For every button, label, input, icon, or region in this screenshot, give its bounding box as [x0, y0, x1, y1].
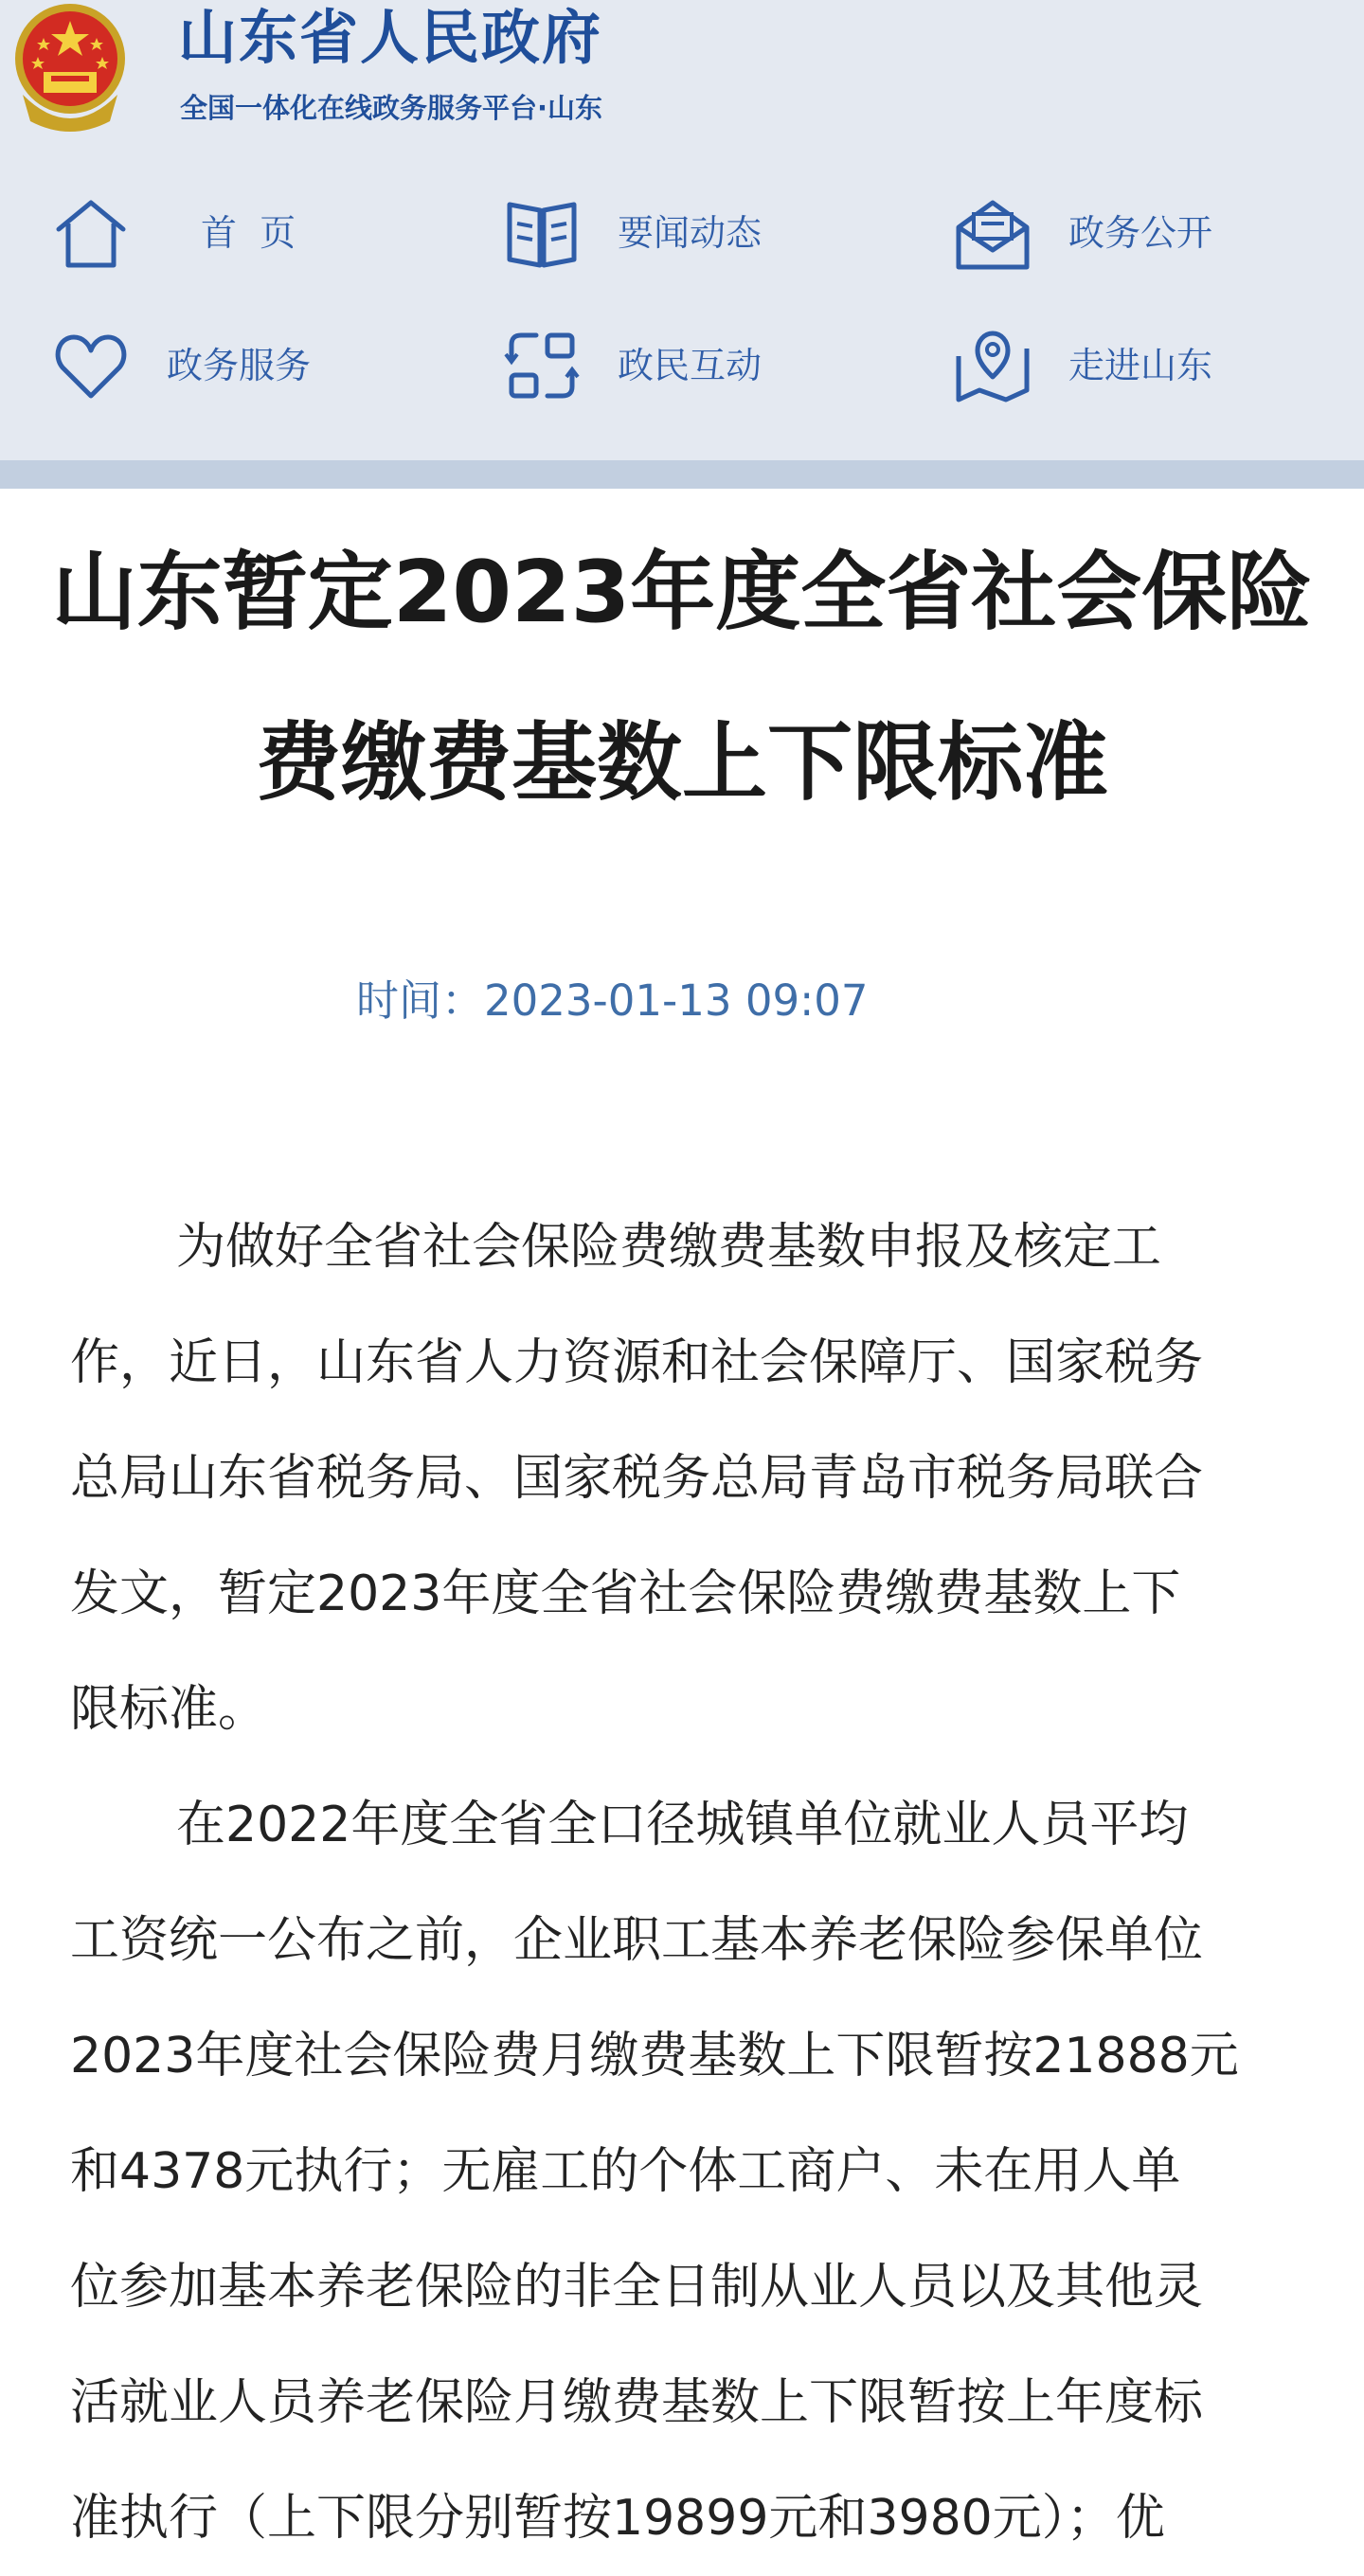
article-paragraph-2 — [70, 1767, 1301, 2576]
nav-label-news: 要闻动态 — [618, 212, 763, 254]
paragraph-line: 2023年度社会保险费月缴费基数上下限暂按21888元 — [70, 2028, 1239, 2084]
site-header — [0, 0, 1364, 460]
open-envelope-icon — [955, 195, 1031, 271]
nav-label-interaction: 政民互动 — [618, 345, 763, 386]
article-title — [0, 508, 1364, 849]
paragraph-line: 工资统一公布之前，企业职工基本养老保险参保单位 — [70, 1912, 1204, 1969]
paragraph-line: 位参加基本养老保险的非全日制从业人员以及其他灵 — [70, 2259, 1204, 2316]
paragraph-line: 和4378元执行；无雇工的个体工商户、未在用人单 — [70, 2143, 1181, 2200]
article-paragraph-1 — [70, 1190, 1301, 1767]
paragraph-line: 发文，暂定2023年度全省社会保险费缴费基数上下 — [70, 1565, 1181, 1622]
interaction-arrows-icon — [504, 328, 580, 403]
paragraph-line: 总局山东省税务局、国家税务总局青岛市税务局联合 — [70, 1450, 1204, 1507]
nav-label-services: 政务服务 — [167, 345, 312, 386]
article-title-line: 费缴费基数上下限标准 — [256, 713, 1108, 813]
nav-item-news[interactable] — [504, 195, 788, 271]
nav-item-home[interactable] — [53, 195, 299, 271]
nav-label-home: 首 页 — [201, 212, 296, 254]
nav-item-shandong[interactable] — [955, 328, 1239, 403]
map-pin-icon — [955, 328, 1031, 403]
header-divider — [0, 460, 1364, 489]
site-subtitle: 全国一体化在线政务服务平台·山东 — [180, 92, 603, 124]
paragraph-line: 限标准。 — [70, 1681, 268, 1738]
home-icon — [53, 195, 129, 271]
nav-item-interaction[interactable] — [504, 328, 788, 403]
paragraph-line: 为做好全省社会保险费缴费基数申报及核定工 — [176, 1219, 1162, 1276]
paragraph-line: 在2022年度全省全口径城镇单位就业人员平均 — [176, 1797, 1189, 1853]
nav-label-open-affairs: 政务公开 — [1068, 212, 1213, 254]
news-book-icon — [504, 195, 580, 271]
nav-label-shandong: 走进山东 — [1068, 345, 1213, 386]
article-title-line: 山东暂定2023年度全省社会保险 — [51, 543, 1313, 642]
publish-time: 时间：2023-01-13 09:07 — [356, 975, 869, 1026]
paragraph-line: 准执行（上下限分别暂按19899元和3980元）；优 — [70, 2490, 1165, 2547]
national-emblem-icon — [6, 0, 135, 133]
site-title[interactable]: 山东省人民政府 — [178, 3, 603, 72]
nav-item-services[interactable] — [53, 328, 337, 403]
paragraph-line: 活就业人员养老保险月缴费基数上下限暂按上年度标 — [70, 2374, 1204, 2431]
heart-icon — [53, 328, 129, 403]
nav-item-open-affairs[interactable] — [955, 195, 1239, 271]
paragraph-line: 作，近日，山东省人力资源和社会保障厅、国家税务 — [70, 1334, 1204, 1391]
